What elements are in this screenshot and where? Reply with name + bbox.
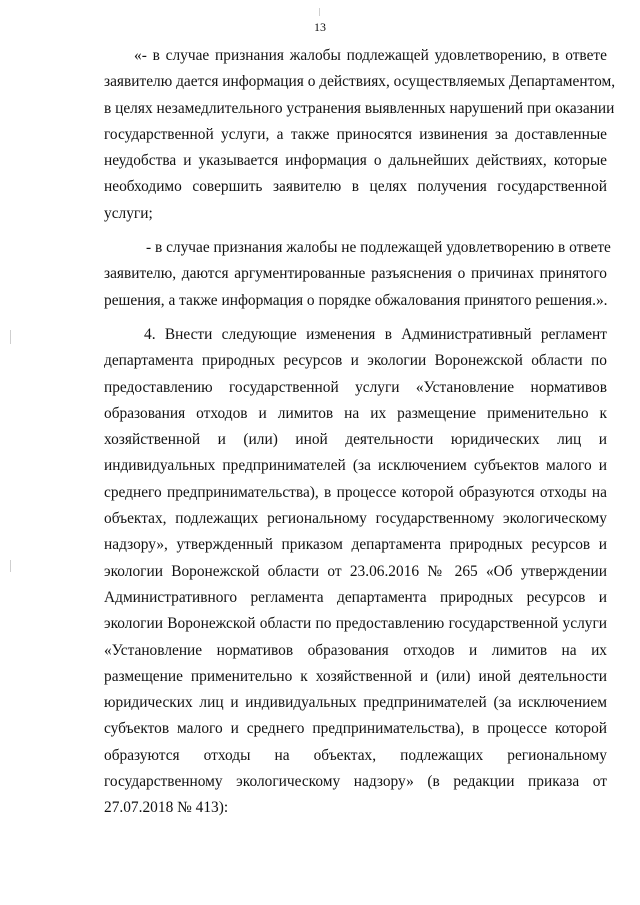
text-line: - в случае признания жалобы не подлежащей удовлетворению в ответе <box>146 239 611 257</box>
text-line: государственной услуги, а также приносятся извинения за доставленные <box>104 125 607 143</box>
text-line: юридических лиц и индивидуальных предпринимателей (за исключением <box>104 694 607 712</box>
text-line: надзору», утвержденный приказом департамента природных ресурсов и <box>104 536 607 554</box>
text-line: заявителю, даются аргументированные разъяснения о причинах принятого <box>104 265 607 283</box>
text-line: субъектов малого и среднего предпринимательства), в процессе которой <box>104 720 607 738</box>
text-line: предоставлению государственной услуги «Установление нормативов <box>104 378 607 396</box>
text-line: решения, а также информация о порядке обжалования принятого решения.». <box>104 291 608 309</box>
text-line: 27.07.2018 № 413): <box>104 799 229 817</box>
paragraph-gap <box>104 227 607 235</box>
text-line: Административного регламента департамента природных ресурсов и <box>104 588 607 606</box>
paragraph-complaint-rejected <box>104 235 611 314</box>
text-line: «- в случае признания жалобы подлежащей удовлетворению, в ответе <box>134 47 607 64</box>
text-line: услуги; <box>104 204 153 222</box>
text-line: образуются отходы на объектах, подлежащих региональному <box>104 746 607 764</box>
text-line: образования отходов и лимитов на их размещение применительно к <box>104 404 607 422</box>
paragraph-complaint-satisfied <box>104 43 616 227</box>
text-line: «Установление нормативов образования отходов и лимитов на их <box>104 641 607 659</box>
text-line: государственному экологическому надзору» (в редакции приказа от <box>104 773 607 791</box>
text-line: департамента природных ресурсов и экологии Воронежской области по <box>104 352 607 370</box>
scan-mark <box>10 560 11 572</box>
text-line: экологии Воронежской области по предоставлению государственной услуги <box>104 615 607 633</box>
document-body <box>104 43 616 822</box>
text-line: неудобства и указывается информация о дальнейших действиях, которые <box>104 152 607 170</box>
text-line: размещение применительно к хозяйственной и (или) иной деятельности <box>104 667 607 685</box>
paragraph-gap <box>104 314 607 322</box>
scan-mark <box>319 8 320 16</box>
text-line: хозяйственной и (или) иной деятельности юридических лиц и <box>104 431 607 449</box>
text-line: среднего предпринимательства), в процессе которой образуются отходы на <box>104 483 607 501</box>
text-line: в целях незамедлительного устранения выявленных нарушений при оказании <box>104 99 615 117</box>
text-line: 4. Внести следующие изменения в Административный регламент <box>144 325 607 343</box>
text-line: экологии Воронежской области от 23.06.2016 № 265 «Об утверждении <box>104 562 607 580</box>
text-line: заявителю дается информация о действиях, осуществляемых Департаментом, <box>104 73 616 91</box>
text-line: индивидуальных предпринимателей (за исключением субъектов малого и <box>104 457 607 475</box>
scan-mark <box>10 330 11 344</box>
text-line: объектах, подлежащих региональному государственному экологическому <box>104 510 607 528</box>
text-line: необходимо совершить заявителю в целях получения государственной <box>104 178 607 196</box>
page-number: 13 <box>314 20 326 34</box>
paragraph-amendments <box>104 322 607 822</box>
